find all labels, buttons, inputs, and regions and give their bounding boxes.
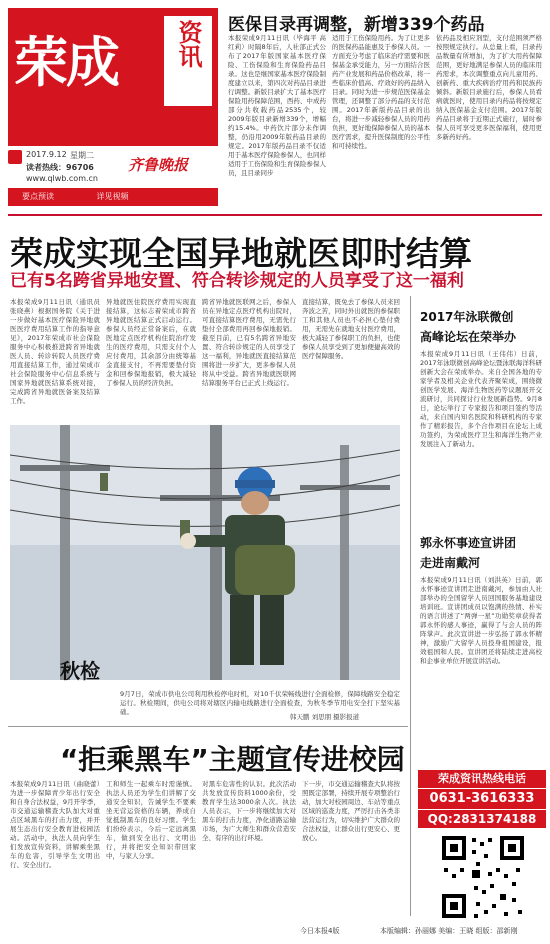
main-col1: 本报荣成9月11日讯（通讯员 张晓燕）根据国务院《关于进一步做好基本医疗保险异地就医医疗费用结算工作的指导意见》，2017年荣成市社会保险服务中心积极推进跨省异地就医人员、转诊转院人员医疗费用直接结算工作，通过荣成市社会保险服务中心信息系统与国家异地就医结算系统对接，完成跨省异地就医备案及结算工作。: [10, 298, 100, 405]
utility-worker-photo: [10, 425, 400, 680]
website-url[interactable]: www.qlwb.com.cn: [26, 174, 98, 183]
eye-icon: [8, 150, 22, 164]
masthead-footer: [8, 188, 218, 206]
issue-weekday: 星期二: [70, 151, 94, 160]
hotline-qq: QQ:2831374188: [418, 810, 546, 828]
masthead-subtitle-text: 资讯: [174, 20, 202, 68]
hotline-phone: 0631-3616333: [418, 789, 546, 809]
main-col2: 异地就医住院医疗费用实现直接结算，这标志着荣成市跨省异地就医结算正式启动运行。参保人员经正常备案后，在就医地定点医疗机构住院治疗发生的医疗费用，只需支付个人应付费用，其余部分由统筹基金直接支付，不再需要垫付资金和回参保地报销，极大减轻了参保人员的经济负担。: [106, 298, 196, 387]
main-subhead: 已有5名跨省异地安置、符合转诊规定的人员享受了这一福利: [10, 271, 464, 291]
side1-headline-2: 高峰论坛在荣举办: [420, 330, 517, 344]
side1-body: 本报荣成9月11日讯（王伟伟）日前，2017年泳联微创高峰论坛暨泳联海洋科研创新大会在荣成举办。来自全国各地的专家学者及相关企业代表齐聚荣成，围绕微创医学发展、海洋生物医药等议题展开交流研讨，共同探讨行业发展新趋势。9月8日，论坛举行了专家报告和项目签约等活动，来自国内知名医院和科研机构的专家作了精彩报告，多个合作项目在论坛上成功签约，为荣成医疗卫生和海洋生物产业发展注入了新动力。: [420, 350, 542, 448]
top-story-headline: 医保目录再调整，新增339个药品: [228, 15, 485, 35]
photo-credit: 韩天鹏 刘思朋 摄影报道: [290, 713, 360, 721]
reader-hotline: 读者热线：96706: [26, 163, 94, 172]
side2-headline-2: 走进南戴河: [420, 556, 481, 570]
bottom-divider: [8, 726, 408, 727]
footer-left: 今日本报4版: [300, 927, 340, 935]
footer-right: 本版编辑：孙丽娜 美编：王晓 组版：邵新刚: [380, 927, 518, 935]
bottom-col2: 工和师生一起乘车时需谨慎。执法人员还为学生们讲解了交通安全知识，告诫学生不要乘坐无营运资格的车辆，养成自觉抵制黑车的良好习惯。学生们纷纷表示，今后一定远离黑车，做到安全出行、文明出行，并将把安全知识带回家中，与家人分享。: [106, 780, 196, 860]
issue-date: 2017.9.12: [26, 150, 67, 159]
side2-headline-1: 郭永怀事迹宣讲团: [420, 536, 517, 550]
hotline-box: [418, 770, 546, 828]
bottom-col4: 下一步，市交通运输稽查大队将按照既定部署，持续开展专项整治行动，加大对校园周边、车站等重点区域的巡查力度，严厉打击各类非法营运行为，切实维护广大群众的合法权益，让群众出行更安心、更放心。: [302, 780, 400, 842]
masthead-subtitle: [164, 16, 212, 106]
top-story-col3: 依药品及相应剂型，支付范围须严格按照规定执行。从总量上看，目录药品数量有所增加，为了扩大用药保障范围，更好地满足参保人员的临床用药需求，本次调整重点向儿童用药、创新药、重大疾病治疗用药和民族药倾斜。新版目录施行后，参保人员看病就医时，使用目录内药品将按规定纳入医保基金支付范围。2017年版药品目录将于近期正式施行，届时参保人员可享受更多医保福利，使用更多新药好药。: [436, 34, 542, 141]
column-divider: [410, 296, 411, 916]
bottom-col1: 本报荣成9月11日讯（曲晓蕾）为进一步保障青少年出行安全和自身合法权益，9月开学季，市交通运输稽查大队加大对重点区域黑车的打击力度，并开展生态出行安全教育进校园活动。活动中，执法人员向学生们发放宣传资料，讲解乘坐黑车的危害，引导学生文明出行、安全出行。: [10, 780, 100, 869]
main-col3: 跨省异地就医联网之后，参保人员在异地定点医疗机构出院时，可直接结算医疗费用，无需先行垫付全部费用再回参保地报销。截至目前，已有5名跨省异地安置、符合转诊规定的人员享受了这一福利，异地就医直接结算范围将进一步扩大，更多参保人员将从中受益。跨省异地就医联网结算服务平台已正式上线运行。: [202, 298, 296, 387]
photo-tag: 秋检: [60, 659, 100, 683]
photo-caption: 9月7日，荣成市供电公司利用秋检停电时机，对10千伏荣畅线进行全面检修，保障线路安全稳定运行。秋检期间，供电公司将对辖区内输电线路进行全面检查，为秋冬季节用电安全打下坚实基础。: [120, 690, 400, 716]
qr-code[interactable]: [438, 832, 528, 922]
main-headline: 荣成实现全国异地就医即时结算: [10, 234, 472, 273]
top-story-col1: 本报荣成9月11日讯（毕海平 高红莉）时隔8年后，人社部正式公布了2017年版国家基本医疗保险、工伤保险和生育保险药品目录。这也是继国家基本医疗保险制度建立以来，第四次对药品目录进行调整。新版目录扩大了基本医疗保险用药保障范围，西药、中成药部分共收载药品2535个，较2009年版目录新增339个，增幅约15.4%。中药饮片部分未作调整，仍沿用2009年版药品目录的规定。2017年版药品目录不仅适用于基本医疗保险参保人，也同样适用于工伤保险和生育保险参保人员，且目录同步: [228, 34, 326, 177]
bottom-col3: 对黑车危害性的认识。此次活动共发放宣传资料1000余份，受教育学生达3000余人次。执法人员表示，下一步将继续加大对黑车的打击力度，净化道路运输市场，为广大师生和群众营造安全、有序的出行环境。: [202, 780, 296, 842]
bottom-headline: “拒乘黑车”主题宣传进校园: [60, 743, 405, 776]
masthead-footer-b: 详见视频: [96, 192, 129, 201]
section-divider: [8, 214, 542, 216]
newspaper-brand-logo: 齐鲁晚报: [128, 156, 189, 174]
side2-body: 本报荣成9月11日讯（刘洪英）日前，郭永怀事迹宣讲团走进南戴河，参加由人社部举办的全国留学人员回国服务基地建设培训班。宣讲团成员以饱满的热情、朴实的语言讲述了“两弹一星”功勋奖章获得者郭永怀的感人事迹，赢得了与会人员的阵阵掌声。此次宣讲进一步弘扬了郭永怀精神，激励广大留学人员投身祖国建设，报效祖国和人民。宣讲团还将陆续走进高校和企事业单位开展宣讲活动。: [420, 576, 542, 665]
hotline-title: 荣成资讯热线电话: [418, 770, 546, 788]
masthead-title: 荣成: [14, 31, 118, 94]
page-footer: [0, 920, 550, 944]
qr-code-graphic: [438, 832, 528, 922]
top-story-col2: 适用于工伤保险用药。为了让更多的医保药品能惠及于参保人员。一方面充分考虑了临床治疗需要和医保基金承受能力，另一方面结合医药产业发展和药品价格改革，将一些临床价值高、疗效好的药品纳入目录。同时为进一步规范医保基金管理，还调整了部分药品的支付范围。2017年新版药品目录的出台，将进一步减轻参保人员的用药负担，更好地保障参保人员的基本医疗需求，提升医保制度的公平性和可持续性。: [332, 34, 430, 150]
masthead-footer-a: 要点预读: [22, 192, 54, 201]
side1-headline-1: 2017年泳联微创: [420, 310, 514, 324]
photo-illustration: [10, 425, 400, 680]
main-col4: 直接结算，既免去了参保人员来回奔波之苦，同时外出就医的参保职工和其他人员也不必担心垫付费用，无需先在就地支付医疗费用，极大减轻了参保职工的负担，也使参保人员享受到了更加便捷高效的医疗保障服务。: [302, 298, 400, 360]
